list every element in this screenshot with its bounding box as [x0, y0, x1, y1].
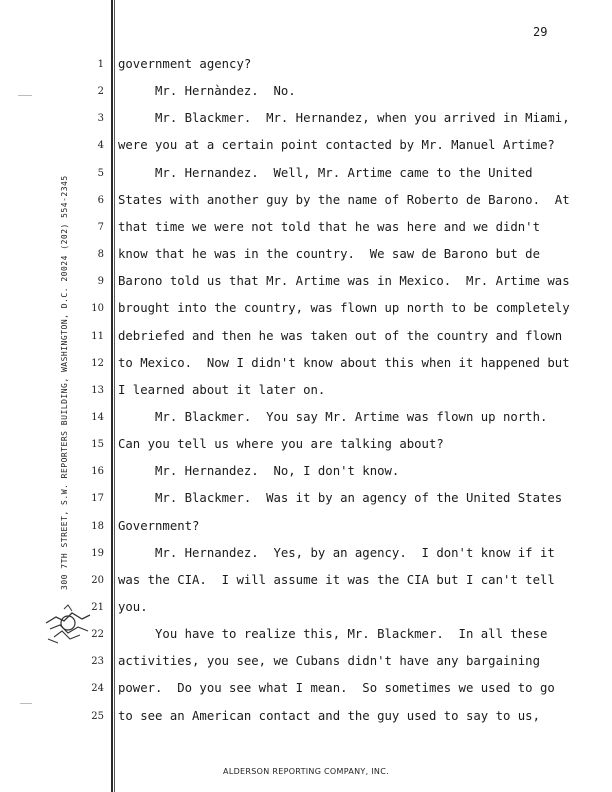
transcript-line: Mr. Hernàndez. No. [118, 84, 296, 99]
transcript-line: were you at a certain point contacted by Mr. Manuel Artime? [118, 138, 555, 153]
line-number: 22 [91, 629, 104, 641]
margin-rule [114, 0, 115, 792]
line-number: 21 [91, 602, 104, 613]
transcript-line: I learned about it later on. [118, 382, 326, 397]
transcript-line: Mr. Hernandez. No, I don't know. [118, 464, 400, 479]
transcript-line: Can you tell us where you are talking about? [118, 437, 444, 452]
line-number: 9 [97, 276, 104, 288]
transcript-line: Mr. Hernandez. Yes, by an agency. I don't know if it [118, 545, 555, 560]
transcript-line: to Mexico. Now I didn't know about this when it happened but [118, 355, 570, 370]
line-number: 10 [91, 303, 104, 315]
line-number: 5 [97, 167, 104, 179]
line-number: 17 [91, 493, 104, 505]
transcript-line: that time we were not told that he was here and we didn't [118, 219, 540, 234]
transcript-line: power. Do you see what I mean. So sometimes we used to go [118, 681, 555, 696]
scan-artifact [18, 95, 32, 96]
transcript-line: You have to realize this, Mr. Blackmer. In all these [118, 627, 548, 642]
line-number: 16 [91, 466, 104, 478]
transcript-line: debriefed and then he was taken out of the country and flown [118, 328, 563, 343]
transcript-line: Mr. Blackmer. Was it by an agency of the United States [118, 491, 563, 506]
transcript-line: Barono told us that Mr. Artime was in Mexico. Mr. Artime was [118, 274, 570, 289]
line-number: 20 [91, 574, 104, 586]
transcript-line: brought into the country, was flown up north to be completely [118, 301, 570, 316]
margin-rule [111, 0, 113, 792]
line-number: 23 [91, 656, 104, 668]
transcript-line: Mr. Hernandez. Well, Mr. Artime came to the United [118, 165, 533, 180]
line-number: 2 [97, 86, 104, 98]
scan-artifact [20, 703, 32, 704]
line-number: 12 [91, 357, 104, 369]
footer-company: ALDERSON REPORTING COMPANY, INC. [223, 767, 389, 776]
line-number: 11 [91, 330, 104, 342]
transcript-line: Mr. Blackmer. Mr. Hernandez, when you arrived in Miami, [118, 111, 570, 126]
transcript-line: activities, you see, we Cubans didn't have any bargaining [118, 654, 540, 669]
line-number: 15 [91, 439, 104, 451]
line-number: 13 [91, 384, 104, 396]
transcript-line: know that he was in the country. We saw de Barono but de [118, 247, 540, 261]
line-number: 4 [97, 140, 104, 152]
transcript-line: you. [118, 600, 148, 614]
line-number: 19 [91, 547, 104, 559]
line-number: 14 [91, 411, 104, 423]
line-number: 25 [91, 710, 104, 722]
page-number: 29 [533, 25, 548, 39]
line-number: 6 [97, 194, 104, 206]
line-number: 1 [97, 59, 104, 70]
line-number: 8 [97, 249, 104, 260]
line-number: 7 [97, 221, 104, 233]
transcript-line: Mr. Blackmer. You say Mr. Artime was flown up north. [118, 409, 548, 424]
transcript-line: to see an American contact and the guy used to say to us, [118, 708, 540, 723]
transcript-line: was the CIA. I will assume it was the CIA but I can't tell [118, 572, 555, 587]
margin-address: 300 7TH STREET, S.W. REPORTERS BUILDING, WASHINGTON, D.C. 20024 (202) 554-2345 [60, 175, 69, 590]
line-number: 18 [91, 520, 104, 532]
line-number: 24 [91, 683, 104, 695]
transcript-line: Government? [118, 518, 200, 533]
transcript-line: States with another guy by the name of Roberto de Barono. At [118, 192, 570, 207]
line-number: 3 [97, 113, 104, 125]
transcript-line: government agency? [118, 57, 252, 71]
